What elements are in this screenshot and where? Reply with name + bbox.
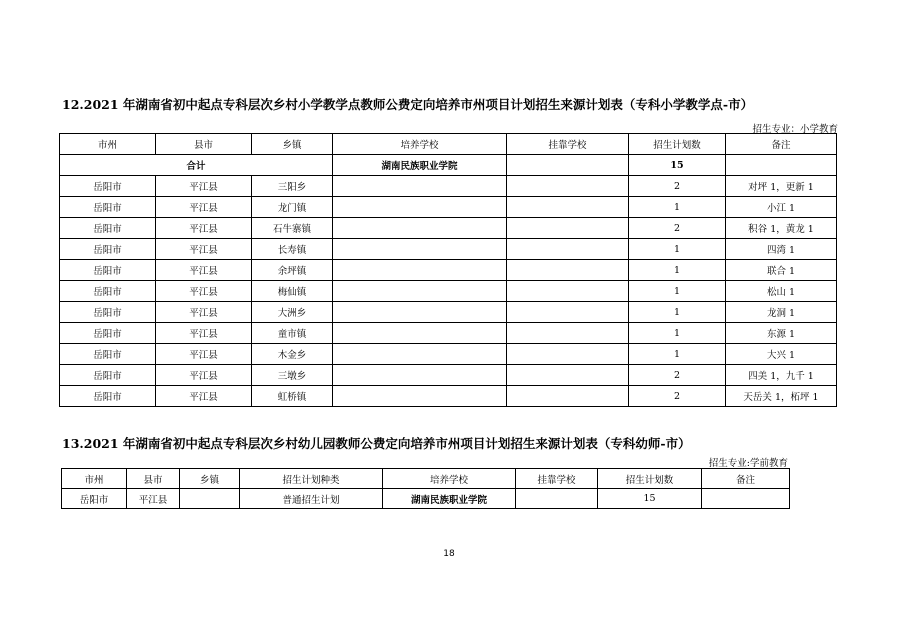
cell-school (333, 344, 507, 365)
cell-count: 1 (629, 323, 726, 344)
cell-town: 三阳乡 (252, 176, 333, 197)
page-number: 18 (443, 549, 455, 559)
cell-note: 龙洞 1 (726, 302, 837, 323)
section2-title: 13.2021 年湖南省初中起点专科层次乡村幼儿园教师公费定向培养市州项目计划招生来源计划表（专科幼师-市） (62, 436, 691, 451)
header-town: 乡镇 (180, 469, 240, 489)
cell-count: 1 (629, 260, 726, 281)
cell-city: 岳阳市 (60, 218, 156, 239)
cell-town: 大洲乡 (252, 302, 333, 323)
total-count: 15 (629, 155, 726, 176)
cell-county: 平江县 (156, 323, 252, 344)
cell-school (333, 260, 507, 281)
cell-note: 东源 1 (726, 323, 837, 344)
cell-county: 平江县 (156, 365, 252, 386)
cell-county: 平江县 (156, 239, 252, 260)
cell-town: 梅仙镇 (252, 281, 333, 302)
cell-affiliate (507, 281, 629, 302)
cell-county: 平江县 (156, 302, 252, 323)
cell-town: 木金乡 (252, 344, 333, 365)
cell-city: 岳阳市 (60, 239, 156, 260)
cell-town: 三墩乡 (252, 365, 333, 386)
cell-affiliate (507, 365, 629, 386)
cell-affiliate (507, 218, 629, 239)
header-school: 培养学校 (383, 469, 516, 489)
section1-table (59, 133, 837, 407)
cell-school (333, 176, 507, 197)
cell-school (333, 218, 507, 239)
cell-town: 童市镇 (252, 323, 333, 344)
header-plan-type: 招生计划种类 (240, 469, 383, 489)
header-city: 市州 (60, 134, 156, 155)
cell-county: 平江县 (127, 489, 180, 509)
cell-count: 1 (629, 197, 726, 218)
cell-plan_type: 普通招生计划 (240, 489, 383, 509)
table-row (60, 344, 837, 365)
cell-school (333, 197, 507, 218)
cell-count: 1 (629, 302, 726, 323)
cell-city: 岳阳市 (60, 197, 156, 218)
cell-city: 岳阳市 (60, 260, 156, 281)
cell-town: 长寿镇 (252, 239, 333, 260)
cell-town: 石牛寨镇 (252, 218, 333, 239)
cell-county: 平江县 (156, 386, 252, 407)
cell-city: 岳阳市 (60, 176, 156, 197)
cell-affiliate (507, 176, 629, 197)
cell-county: 平江县 (156, 197, 252, 218)
cell-school (333, 239, 507, 260)
cell-city: 岳阳市 (60, 323, 156, 344)
cell-note: 四湾 1 (726, 239, 837, 260)
cell-school (333, 323, 507, 344)
cell-school (333, 386, 507, 407)
cell-count: 1 (629, 281, 726, 302)
cell-affiliate (507, 344, 629, 365)
cell-affiliate (507, 386, 629, 407)
header-affiliate: 挂靠学校 (516, 469, 598, 489)
cell-note: 四美 1，九千 1 (726, 365, 837, 386)
cell-school: 湖南民族职业学院 (383, 489, 516, 509)
section1-title: 12.2021 年湖南省初中起点专科层次乡村小学教学点教师公费定向培养市州项目计划招生来源计划表（专科小学教学点-市） (62, 97, 754, 112)
table-header-row (60, 134, 837, 155)
cell-count: 2 (629, 386, 726, 407)
cell-town (180, 489, 240, 509)
table-row (60, 281, 837, 302)
table-row (60, 197, 837, 218)
cell-city: 岳阳市 (60, 386, 156, 407)
header-county: 县市 (127, 469, 180, 489)
cell-county: 平江县 (156, 260, 252, 281)
cell-affiliate (516, 489, 598, 509)
cell-note: 联合 1 (726, 260, 837, 281)
cell-town: 余坪镇 (252, 260, 333, 281)
cell-count: 15 (598, 489, 702, 509)
cell-county: 平江县 (156, 218, 252, 239)
cell-note: 天岳关 1，柘坪 1 (726, 386, 837, 407)
header-school: 培养学校 (333, 134, 507, 155)
cell-note: 松山 1 (726, 281, 837, 302)
cell-affiliate (507, 323, 629, 344)
header-town: 乡镇 (252, 134, 333, 155)
total-affiliate (507, 155, 629, 176)
cell-count: 2 (629, 365, 726, 386)
table-row (60, 386, 837, 407)
cell-school (333, 302, 507, 323)
table-row (60, 365, 837, 386)
cell-affiliate (507, 260, 629, 281)
cell-city: 岳阳市 (60, 365, 156, 386)
total-note (726, 155, 837, 176)
header-city: 市州 (62, 469, 127, 489)
table-row (60, 176, 837, 197)
cell-school (333, 281, 507, 302)
cell-city: 岳阳市 (60, 344, 156, 365)
cell-count: 2 (629, 176, 726, 197)
cell-town: 龙门镇 (252, 197, 333, 218)
total-row (60, 155, 837, 176)
table-row (60, 323, 837, 344)
table-row (60, 260, 837, 281)
header-note: 备注 (726, 134, 837, 155)
header-note: 备注 (702, 469, 790, 489)
cell-city: 岳阳市 (60, 281, 156, 302)
cell-note: 积谷 1，黄龙 1 (726, 218, 837, 239)
section2-table (61, 468, 790, 509)
cell-count: 1 (629, 239, 726, 260)
total-school: 湖南民族职业学院 (333, 155, 507, 176)
total-label: 合计 (60, 155, 333, 176)
table-header-row (62, 469, 790, 489)
cell-note (702, 489, 790, 509)
table-row (60, 239, 837, 260)
table-row (60, 302, 837, 323)
cell-city: 岳阳市 (62, 489, 127, 509)
section2-major: 招生专业:学前教育 (708, 458, 788, 469)
header-county: 县市 (156, 134, 252, 155)
header-count: 招生计划数 (598, 469, 702, 489)
cell-county: 平江县 (156, 281, 252, 302)
cell-affiliate (507, 197, 629, 218)
header-affiliate: 挂靠学校 (507, 134, 629, 155)
cell-county: 平江县 (156, 344, 252, 365)
table-row (60, 218, 837, 239)
cell-county: 平江县 (156, 176, 252, 197)
cell-affiliate (507, 239, 629, 260)
cell-count: 2 (629, 218, 726, 239)
cell-town: 虹桥镇 (252, 386, 333, 407)
cell-city: 岳阳市 (60, 302, 156, 323)
cell-note: 大兴 1 (726, 344, 837, 365)
header-count: 招生计划数 (629, 134, 726, 155)
cell-note: 小江 1 (726, 197, 837, 218)
cell-affiliate (507, 302, 629, 323)
section1-major: 招生专业：小学教育 (752, 124, 838, 135)
cell-school (333, 365, 507, 386)
table-row (62, 489, 790, 509)
cell-note: 对坪 1，更新 1 (726, 176, 837, 197)
cell-count: 1 (629, 344, 726, 365)
